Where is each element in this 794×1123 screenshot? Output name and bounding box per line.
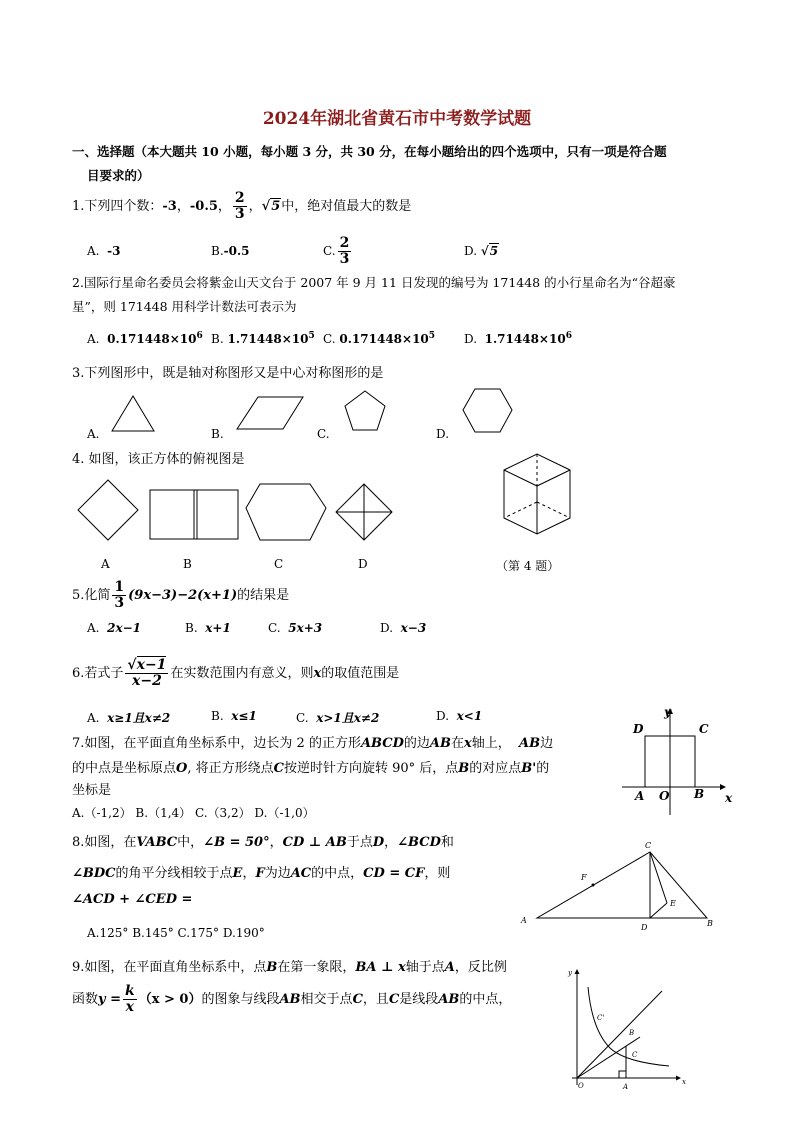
q5-option-d[interactable]: D. x−3 (380, 621, 427, 635)
q8-label-a: A (521, 916, 527, 925)
q4-option-b[interactable]: B (183, 557, 192, 571)
q7-options[interactable]: A.（-1,2） B.（1,4） C.（3,2） D.（-1,0） (72, 806, 315, 820)
q7-label-d: D (633, 722, 644, 736)
q1-option-a[interactable]: A. -3 (87, 244, 121, 258)
q2-option-a[interactable]: A. $0.171448\times 10^6$ (87, 331, 203, 346)
q3-option-a[interactable]: A. (87, 427, 100, 441)
q2-option-c[interactable]: C. $0.171448\times 10^5$ (323, 331, 436, 346)
q4-figure-caption: （第 4 题） (496, 559, 560, 573)
q7-label-c: C (699, 722, 709, 736)
q1-prefix: 1.下列四个数： (72, 199, 163, 214)
q4-option-c[interactable]: C (274, 557, 284, 571)
q8-label-d: D (641, 923, 648, 932)
q9-label-y: y (568, 969, 572, 977)
q1-suffix: 中，绝对值最大的数是 (281, 199, 412, 214)
q7-label-a: A (635, 789, 645, 803)
q7-label-b: B (694, 787, 705, 801)
page-title: 2024年湖北省黄石市中考数学试题 (262, 109, 532, 129)
q8-label-b: B (707, 919, 713, 928)
question-2-line2: 星”，则 171448 用科学计数法可表示为 (72, 299, 297, 314)
question-8-line1: 8.如图，在VABC中，∠B = 50°，CD ⊥ AB于点D，∠BCD和 (72, 835, 454, 850)
q7-label-o: O (659, 789, 670, 803)
q9-label-c: C (632, 1051, 638, 1059)
q8-label-e: E (670, 899, 676, 908)
q8-options[interactable]: A.125° B.145° C.175° D.190° (87, 926, 265, 940)
q9-label-x: x (682, 1078, 686, 1086)
question-1-stem: 1.下列四个数：-3，-0.5， $\frac{2}{3}$ ，√5中，绝对值最大的数是 (72, 190, 412, 222)
q1-option-d[interactable]: D. √5 (464, 244, 499, 258)
q3-option-d[interactable]: D. (436, 427, 450, 441)
q9-label-a: A (623, 1083, 629, 1091)
question-7-line1: 7.如图，在平面直角坐标系中，边长为 2 的正方形ABCD的边AB在x轴上， AB边 (72, 736, 554, 751)
q4-option-d[interactable]: D (358, 557, 368, 571)
q5-option-c[interactable]: C. 5x+3 (268, 621, 323, 635)
q9-label-cprime: C' (597, 1014, 605, 1022)
question-2-line1: 2.国际行星命名委员会将紫金山天文台于 2007 年 9 月 11 日发现的编号为 171448 的小行星命名为“谷超豪 (72, 275, 676, 290)
question-7-line3: 坐标是 (72, 783, 112, 798)
question-9-line1: 9.如图，在平面直角坐标系中，点B在第一象限，BA ⊥ x轴于点A，反比例 (72, 960, 507, 975)
q1-option-c[interactable]: C. $\frac{2}{3}$ (323, 235, 350, 267)
q2-option-d[interactable]: D. $1.71448\times 10^6$ (464, 331, 572, 346)
section-heading-line2: 目要求的） (87, 168, 150, 183)
question-8-line2: ∠BDC的角平分线相较于点E，F为边AC的中点，CD = CF，则 (72, 866, 451, 881)
q1-number-1: -3 (162, 199, 177, 214)
q1-sqrt: √5 (261, 199, 281, 214)
q5-option-b[interactable]: B. x+1 (185, 621, 231, 635)
question-7-line2: 的中点是坐标原点O, 将正方形绕点C按逆时针方向旋转 90° 后，点B的对应点B'的 (72, 761, 550, 776)
q3-option-c[interactable]: C. (317, 427, 330, 441)
question-6-stem: 6.若式子 $\frac{√x-1}{x-2}$ 在实数范围内有意义，则x的取值范围是 (72, 657, 400, 689)
q9-label-o: O (578, 1082, 584, 1090)
q7-label-x: x (725, 791, 733, 805)
q8-label-c: C (645, 841, 652, 850)
q1-fraction: $\frac{2}{3}$ (234, 190, 245, 222)
q1-number-2: -0.5 (189, 199, 218, 214)
q6-option-d[interactable]: D. x<1 (436, 709, 483, 723)
q6-option-a[interactable]: A. x≥1且x≠2 (87, 711, 171, 725)
question-9-line2: 函数y = $\frac{k}{x}$ （x > 0）的图象与线段AB相交于点C，且C是线段AB的中点， (72, 983, 512, 1015)
question-8-line3: ∠ACD + ∠CED = (72, 892, 193, 907)
q9-label-b: B (629, 1029, 635, 1037)
question-3-stem: 3.下列图形中，既是轴对称图形又是中心对称图形的是 (72, 366, 384, 381)
q6-option-c[interactable]: C. x>1且x≠2 (296, 711, 380, 725)
q2-option-b[interactable]: B. $1.71448\times 10^5$ (211, 331, 315, 346)
q7-label-y: y (664, 705, 671, 719)
q4-option-a[interactable]: A (101, 557, 110, 571)
q8-label-f: F (581, 873, 587, 882)
q3-option-b[interactable]: B. (211, 427, 224, 441)
question-5-stem: 5.化简 $\frac{1}{3}$ (9x−3)−2(x+1)的结果是 (72, 579, 290, 611)
q6-option-b[interactable]: B. x≤1 (211, 709, 257, 723)
question-4-stem: 4. 如图，该正方体的俯视图是 (72, 452, 245, 467)
q1-option-b[interactable]: B.-0.5 (211, 244, 250, 258)
section-heading-line1: 一、选择题（本大题共 10 小题，每小题 3 分，共 30 分，在每小题给出的四个选项中，只有一项是符合题 (72, 144, 667, 159)
q5-option-a[interactable]: A. 2x−1 (87, 621, 142, 635)
